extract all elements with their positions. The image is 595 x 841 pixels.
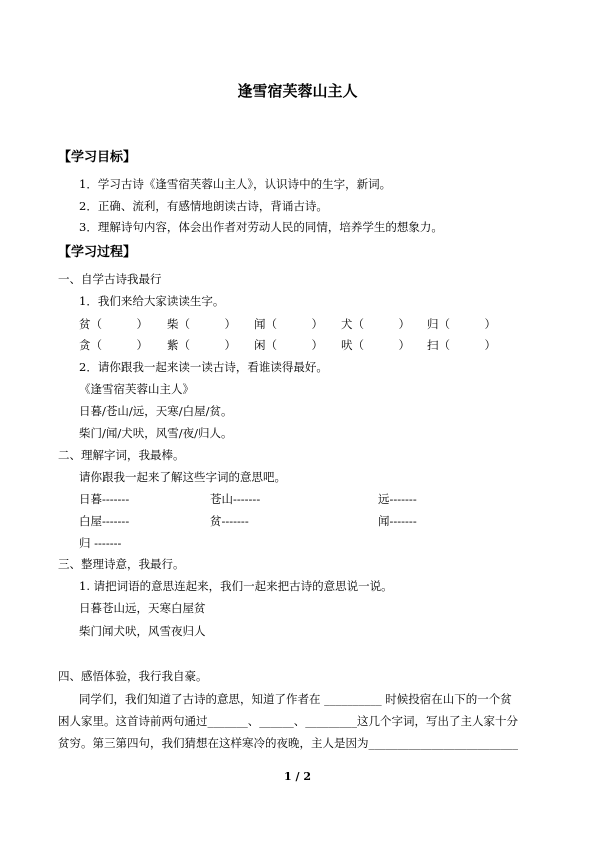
char-pinyin-blank: 归（ ）	[427, 317, 496, 331]
vocab-item: 贫-------	[210, 514, 249, 528]
section3-question1: 1. 请把词语的意思连起来，我们一起来把古诗的意思说一说。	[79, 579, 393, 593]
objective-item: 1．学习古诗《逢雪宿芙蓉山主人》，认识诗中的生字，新词。	[79, 177, 392, 191]
poem-line: 柴门闻犬吠，风雪夜归人	[79, 624, 206, 638]
section1-question2: 2．请你跟我一起来读一读古诗，看谁读得最好。	[79, 360, 328, 374]
paragraph-line: 同学们，我们知道了古诗的意思，知道了作者在 __________ 时候投宿在山下的一个贫	[79, 692, 512, 706]
char-pinyin-blank: 贪（ ）	[79, 338, 148, 352]
objective-item: 3．理解诗句内容，体会出作者对劳动人民的同情，培养学生的想象力。	[79, 220, 443, 234]
section4-title: 四、感悟体验，我行我自豪。	[58, 669, 208, 683]
vocab-item: 日暮-------	[79, 492, 130, 506]
char-pinyin-blank: 闻（ ）	[254, 317, 323, 331]
section2-intro: 请你跟我一起来了解这些字词的意思吧。	[79, 470, 286, 484]
char-pinyin-blank: 犬（ ）	[341, 317, 410, 331]
vocab-item: 苍山-------	[210, 492, 261, 506]
paragraph-line: 困人家里。这首诗前两句通过_______、______、_________这几个字词，写出了主人家十分	[58, 714, 518, 728]
vocab-item: 白屋-------	[79, 514, 130, 528]
vocab-item: 归 -------	[79, 536, 122, 550]
objectives-heading: 【学习目标】	[58, 150, 137, 165]
section1-question1: 1．我们来给大家读读生字。	[79, 294, 225, 308]
poem-line: 柴门/闻/犬吠，风雪/夜/归人。	[79, 426, 233, 440]
section3-title: 三、整理诗意，我最行。	[58, 557, 185, 571]
section1-title: 一、自学古诗我最行	[58, 272, 162, 286]
vocab-item: 闻-------	[378, 514, 417, 528]
char-pinyin-blank: 贫（ ）	[79, 317, 148, 331]
char-pinyin-blank: 柴（ ）	[167, 317, 236, 331]
page-title: 逢雪宿芙蓉山主人	[237, 82, 358, 100]
char-pinyin-blank: 扫（ ）	[427, 338, 496, 352]
paragraph-line: 贫穷。第三第四句，我们猜想在这样寒冷的夜晚，主人是因为__________________________	[58, 736, 518, 750]
poem-line: 日暮苍山远，天寒白屋贫	[79, 601, 206, 615]
section2-title: 二、理解字词，我最棒。	[58, 448, 185, 462]
char-pinyin-blank: 闲（ ）	[254, 338, 323, 352]
process-heading: 【学习过程】	[58, 245, 137, 260]
page-number: 1 / 2	[284, 770, 311, 783]
vocab-item: 远-------	[378, 492, 417, 506]
char-pinyin-blank: 吠（ ）	[341, 338, 410, 352]
poem-title: 《逢雪宿芙蓉山主人》	[79, 382, 194, 396]
char-pinyin-blank: 紫（ ）	[167, 338, 236, 352]
objective-item: 2．正确、流利，有感情地朗读古诗，背诵古诗。	[79, 199, 328, 213]
poem-line: 日暮/苍山/远，天寒/白屋/贫。	[79, 404, 233, 418]
